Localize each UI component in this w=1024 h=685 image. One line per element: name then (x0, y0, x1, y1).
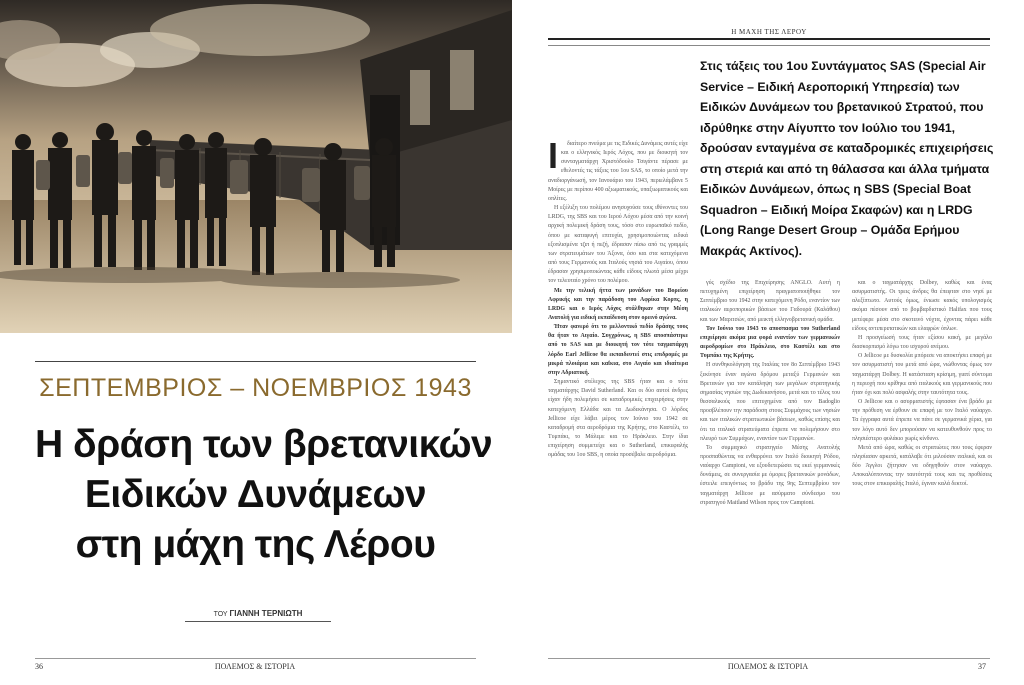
headline-line-1: Η δράση των βρετανικών (35, 423, 493, 466)
article-headline (35, 420, 493, 570)
running-head-rule (548, 45, 990, 46)
left-magazine-name: ΠΟΛΕΜΟΣ & ΙΣΤΟΡΙΑ (214, 662, 296, 671)
byline-prefix: ΤΟΥ (213, 611, 228, 618)
paratroopers-photo-illustration (0, 0, 512, 333)
drop-cap: Ι (548, 140, 559, 176)
paragraph: Η εξέλιξη του πολέμου ανησυχούσε τους ιθύνοντες του LRDG, της SBS και του Ιερού Λόχου μέσα από την κοινή αρχική πολεμική δράση τους, τόσο στο ευρωπαϊκό πεδίο, όπου με καταφυγή επιτυχία, χρησιμοποιώντας ειδικά εξοπλισμένα τζιπ ή πεζή, έδρασαν πίσω από τις γραμμές των στρατευμάτων του Άξονα, όσο και στα κατεχόμενα από τους Γερμανούς και Ιταλούς νησιά του Αιγαίου, όπου έδρασαν χρησιμοποιώντας κάθε είδους πλωτά μέσα μέχρι τον τελευταίο χρόνο του πολέμου. (548, 205, 688, 285)
paragraph: Το συμμαχικό στρατηγείο Μέσης Ανατολής προσπαθώντας να ενθαρρύνει τον Ιταλό διοικητή Ρόδου, ναύαρχο Campioni, να εξουδετερώσει τις εκεί γερμανικές δυνάμεις, σε συνεργασία με όμορες βρετανικών μονάδων, έστειλε επειγόντως το βράδυ της 9ης Σεπτεμβρίου τον ταγματάρχη Jellicoe με ασύρματο σύνδεσμο του στρατηγού Maitland Wilson προς τον Campioni. (700, 444, 840, 506)
article-kicker: ΣΕΠΤΕΜΒΡΙΟΣ – ΝΟΕΜΒΡΙΟΣ 1943 (39, 374, 472, 402)
paragraph: Η συνθηκολόγηση της Ιταλίας τον 8ο Σεπτέμβριο 1943 ξεκίνησε έναν αγώνα δρόμου μεταξύ Γερμανών και Βρετανών για τον κατάληψη των μεγάλων στρατηγικής σημασίας νησιών της Δωδεκανήσου, μετά και το τέλος του θεσσαλικούς που επιτυχημένα από τον Badoglio προσβλέπουν την παράδοση στους Συμμάχους των νησιών και των ιταλικών στρατιωτικών βάσεων, καθώς επίσης και ότι τα ιταλικά στρατεύματα έπρεπε να πολεμήσουν στο πλευρό των Συμμάχων, εναντίον των Γερμανών. (700, 362, 840, 442)
paragraph: Ήταν φανερό ότι το μελλοντικό πεδίο δράσης τους θα ήταν το Αιγαίο. Συγχρόνως, η SBS αποσπάστηκε από το SAS και με διοικητή τον τότε ταγματάρχη λόρδο Earl Jellicoe θα εκπαιδευτεί στις επιδρομές με μικρά πλοιάρια και καΐκια, στο Αιγαίο και ιδιαίτερα στην Αδριατική. (548, 324, 688, 376)
text-column-1 (548, 140, 688, 660)
paragraph: Η προσγείωσή τους ήταν εξίσου κακή, με μεγάλο διασκορπισμό λόγω του ισχυρού ανέμου. (852, 334, 992, 351)
paragraph: Με την τελική ήττα των μονάδων του Βορείου Αφρικής και την παράδοση του Αφρίκα Κορπς, η LRDG και ο Ιερός Λόχος στάλθηκαν στην Μέση Ανατολή για ειδική εκπαίδευση στον ορεινό αγώνα. (548, 287, 688, 321)
headline-line-2: Ειδικών Δυνάμεων (84, 473, 427, 516)
article-intro: Στις τάξεις του 1ου Συντάγματος SAS (Special Air Service – Ειδική Αεροπορική Υπηρεσία) των Ειδικών Δυνάμεων του βρετανικού Στρατού, που ιδρύθηκε στην Αίγυπτο τον Ιούλιο του 1941, δρούσαν ενταγμένα σε καταδρομικές επιχειρήσεις στη στεριά και από τη θάλασσα και άλλα τμήματα Ειδικών Δυνάμεων, όπως η SBS (Special Boat Squadron – Ειδική Μοίρα Σκαφών) και η LRDG (Long Range Desert Group – Ομάδα Ερήμου Μακράς Ακτίνος). (700, 59, 994, 258)
paragraph: Τον Ιούνιο του 1943 το αποσπασμα του Sutherland επιχείρησε ακόμα μια φορά εναντίον των γερμανικών αεροδρομίων στο Ηράκλειο, στο Καστέλι και στο Τυμπάκι της Κρήτης. (700, 325, 840, 360)
left-footer-rule (35, 658, 476, 659)
byline-author: ΓΙΑΝΝΗ ΤΕΡΝΙΩΤΗ (229, 609, 303, 618)
paragraph: Ο Jellicoe με δυσκολία μπόρεσε να αποκτήσει επαφή με τον ασυρματιστή του μετά από ώρα, νιώθοντας όμως τον ταγματάρχη Dolbey. Η κατάσταση κρίσιμη, γιατί σύντομα η περιοχή που κρίθηκε από ιταλικούς και γερμανικούς που ήταν όχι και πολύ ασφαλής στην ταυτότητα τους. (852, 353, 992, 396)
right-page-number: 37 (978, 662, 986, 671)
byline (185, 609, 331, 622)
text-column-3 (852, 279, 992, 660)
right-page (512, 0, 1024, 685)
left-page-number: 36 (35, 662, 43, 671)
right-magazine-name: ΠΟΛΕΜΟΣ & ΙΣΤΟΡΙΑ (727, 662, 809, 671)
text-column-2 (700, 279, 840, 660)
archival-photo (0, 0, 512, 333)
paragraph: και ο ταγματάρχης Dolbey, καθώς και ένας ασυρματιστής. Οι τρεις άνδρες θα έπεφταν στο νησί με αλεξίπτωτο. Αυτούς όμως, ένιωσε κακός υπολογισμός ακόμα πέσουν από το βομβαρδιστικό Halifax που τους μετέφερε μέσα στο σκοτεινό νύχτα, έχοντας πάρει κάθε είδους αντιπεριπατικών και ελαφρών όπλων. (852, 280, 992, 332)
paragraph: Σημαντικό στέλεχος της SBS ήταν και ο τότε ταγματάρχης David Sutherland. Και οι δύο αυτοί άνδρες είχαν ήδη πολεμήσει σε καταδρομικές επιχειρήσεις στην κατεχόμενη Ελλάδα και τα Δωδεκάνησα. Ο λόρδος Jellicoe είχε λάβει μέρος τον Ιούνιο του 1942 σε καταδρομή στα αεροδρόμια της Κρήτης, στο Καστέλι, το Τυμπάκι, το Μάλεμε και το Ηράκλειο. Στην ίδια επιχείρηση συμμετείχε και ο Sutherland, επικεφαλής ομάδας του 1ου SBS, η οποία προσέβαλε αεροδρόμια. (548, 379, 688, 459)
paragraph: γύς σχέδιο της Επιχείρησης ANGLO. Αυτή η πετυχημένη επιχείρηση πραγματοποιήθηκε τον Σεπτέμβριο του 1942 στην κατεχόμενη Ρόδο, εναντίον των ιταλικών αεροπορικών βάσεων του Γαδουρά (Καλάθου) και των Μαριτσών, από μεικτή ελληνοβρετανική ομάδα. (700, 280, 840, 323)
right-footer-rule (548, 658, 990, 659)
running-head: Η ΜΑΧΗ ΤΗΣ ΛΕΡΟΥ (548, 28, 990, 40)
paragraph: διαίτερο πνεύμα με τις Ειδικές Δυνάμεις αυτές είχε και ο ελληνικός Ιερός Λόχος, που με διοικητή τον συνταγματάρχη Χριστόδουλο Τσιγάντε πέρασε με εθελοντές τις τάξεις του 1ου SAS, το οποίο μετά την αναδιοργάνωσή, τον Ιανουάριο του 1943, περιελάμβανε 5 Μοίρες με περίπου 400 αξιωματικούς, υπαξιωματικούς και οπλίτες. (548, 141, 688, 202)
headline-line-3: στη μάχη της Λέρου (75, 523, 436, 566)
paragraph: Ο Jellicoe και ο ασυρματιστής έφτασαν ένα βράδυ με την πρόθεση να έρθουν σε επαφή με τον Ιταλό ναύαρχο. Τα έγγραφα αυτά έπρεπε να πάνε σε γερμανικά χέρια, για τον λόγο αυτό δεν μπορούσαν να κατευθυνθούν προς το πλησιέστερο φυλάκιο χωρίς κίνδυνο. (852, 399, 992, 442)
headline-top-rule (35, 361, 476, 362)
paragraph: Μετά από ώρα, καθώς οι στρατιώτες που τους έφεραν πλησίασαν αρκετά, κατάλαβε ότι μιλούσαν ιταλικά, και οι δύο Άγγλοι ζήτησαν να οδηγηθούν στον ναύαρχο. Αποκαλύπτοντας την ταυτότητά τους και τις προθέσεις τους στον επικεφαλής Ιταλό, έγιναν καλά δεκτοί. (852, 444, 992, 488)
